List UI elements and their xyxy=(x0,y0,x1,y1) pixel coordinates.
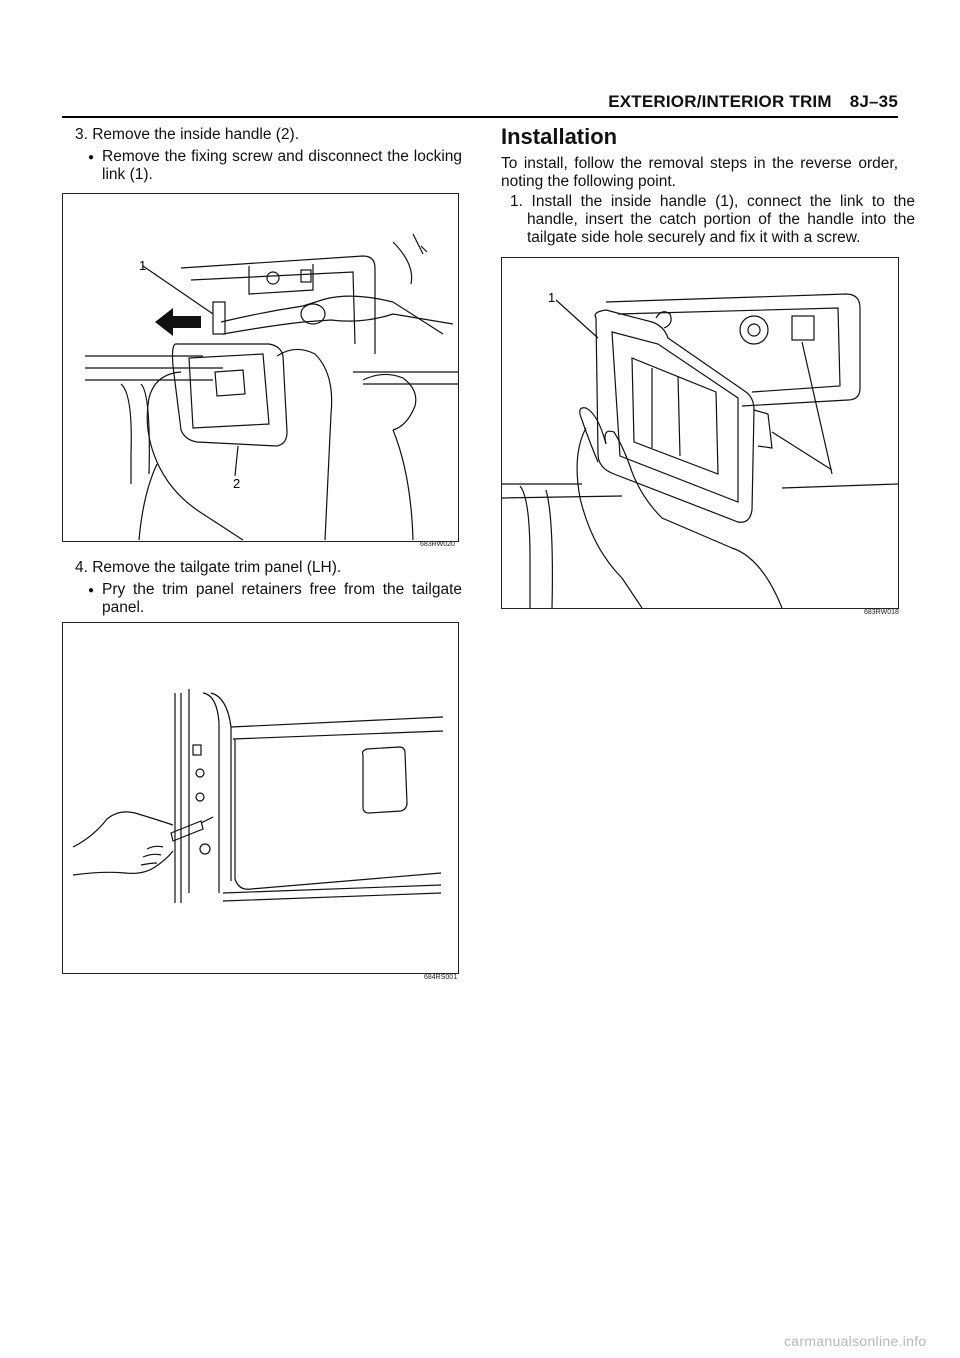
figure-id: 684RS001 xyxy=(424,974,458,981)
section-heading: Installation xyxy=(501,124,618,149)
trim-panel-illustration xyxy=(63,623,458,973)
figure-remove-inside-handle xyxy=(62,193,459,542)
step-4-text: 4. Remove the tailgate trim panel (LH). xyxy=(75,559,342,576)
callout-1: 1 xyxy=(548,290,556,305)
step-3-text: 3. Remove the inside handle (2). xyxy=(75,126,300,143)
install-intro: To install, follow the removal steps in the reverse order, noting the following point. xyxy=(501,155,898,190)
header-rule xyxy=(62,116,898,118)
figure-id: 683RW018 xyxy=(864,609,899,616)
inside-handle-illustration xyxy=(63,194,458,541)
callout-2: 2 xyxy=(233,476,241,491)
figure-id: 683RW020 xyxy=(420,541,455,548)
footer-watermark[interactable]: carmanualsonline.info xyxy=(784,1333,927,1349)
figure-remove-trim-panel xyxy=(62,622,459,974)
install-step-1: 1. Install the inside handle (1), connect the link to the handle, insert the catch portion of the handle into the tailgate side hole securely and fix it with a screw. xyxy=(510,193,915,246)
install-handle-illustration xyxy=(502,258,898,608)
section-title: EXTERIOR/INTERIOR TRIM xyxy=(608,92,832,111)
step-4-bullet: ● Pry the trim panel retainers free from the tailgate panel. xyxy=(102,581,462,617)
page-number: 8J–35 xyxy=(849,92,898,111)
callout-1: 1 xyxy=(139,258,147,273)
step-3-bullet: ● Remove the fixing screw and disconnect the locking link (1). xyxy=(102,148,462,184)
figure-install-inside-handle xyxy=(501,257,899,609)
page-header xyxy=(608,92,898,112)
